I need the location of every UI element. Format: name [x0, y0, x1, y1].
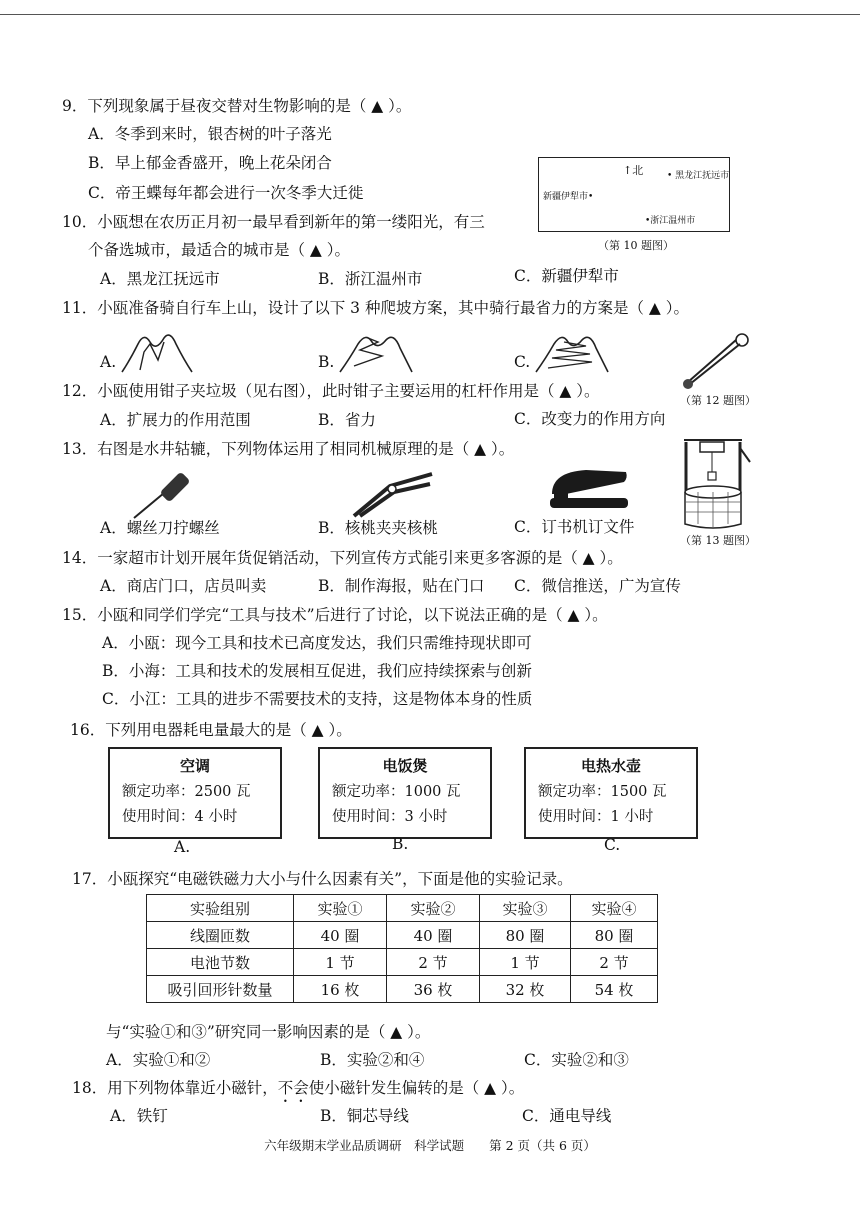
q11-stem: 11．小瓯准备骑自行车上山，设计了以下 3 种爬坡方案，其中骑行最省力的方案是（ ▲ ）。: [62, 299, 689, 317]
q10-caption: （第 10 题图）: [598, 239, 674, 252]
q11-option-c: C.: [514, 353, 531, 371]
q17-stem: 17．小瓯探究“电磁铁磁力大小与什么因素有关”，下面是他的实验记录。: [72, 870, 573, 888]
table-cell: 16 枚: [294, 976, 387, 1003]
q15-option-b: B．小海：工具和技术的发展相互促进，我们应持续探索与创新: [102, 662, 532, 680]
table-header-cell: 实验②: [387, 895, 480, 922]
q18-stem-emphasis: 不会: [277, 1079, 309, 1097]
table-cell: 1 节: [480, 949, 571, 976]
top-rule: [0, 14, 860, 15]
q15-option-a: A．小瓯：现今工具和技术已高度发达，我们只需维持现状即可: [102, 634, 532, 652]
table-cell: 36 枚: [387, 976, 480, 1003]
q18-option-a: A．铁钉: [110, 1107, 168, 1125]
q17-option-b: B．实验②和④: [320, 1051, 425, 1069]
table-cell: 80 圈: [571, 922, 658, 949]
q14-stem: 14．一家超市计划开展年货促销活动，下列宣传方式能引来更多客源的是（ ▲ ）。: [62, 549, 623, 567]
table-header-cell: 实验④: [571, 895, 658, 922]
appliance-title: 电热水壶: [580, 757, 641, 775]
mountain-path-a-icon: [120, 330, 195, 375]
page-footer: 六年级期末学业品质调研 科学试题 第 2 页（共 6 页）: [264, 1138, 596, 1153]
q18-option-b: B．铜芯导线: [320, 1107, 409, 1125]
appliance-box-rice-cooker: [318, 747, 492, 839]
table-header-cell: 实验①: [294, 895, 387, 922]
q10-option-b: B．浙江温州市: [318, 270, 423, 288]
appliance-power: 额定功率：1000 瓦: [332, 784, 461, 800]
q16-stem: 16．下列用电器耗电量最大的是（ ▲ ）。: [70, 721, 352, 739]
q10-stem-line1: 10．小瓯想在农历正月初一最早看到新年的第一缕阳光，有三: [62, 213, 485, 231]
table-cell: 40 圈: [387, 922, 480, 949]
q9-stem: 9．下列现象属于昼夜交替对生物影响的是（ ▲ ）。: [62, 97, 412, 115]
table-row: [147, 949, 658, 976]
mountain-path-b-icon: [338, 330, 413, 375]
table-cell: 54 枚: [571, 976, 658, 1003]
q10-option-c: C．新疆伊犁市: [514, 267, 619, 285]
q17-follow-up: 与“实验①和③”研究同一影响因素的是（ ▲ ）。: [106, 1023, 431, 1041]
q18-stem-post: 使小磁针发生偏转的是（ ▲ ）。: [308, 1079, 525, 1097]
table-header-cell: 实验③: [480, 895, 571, 922]
table-row: [147, 922, 658, 949]
q18-stem: [72, 1078, 524, 1106]
appliance-box-electric-kettle: [524, 747, 698, 839]
stapler-icon: [546, 464, 630, 512]
table-header-row: [147, 895, 658, 922]
q10-map-figure: [538, 157, 730, 232]
q12-option-b: B．省力: [318, 411, 376, 429]
q14-option-c: C．微信推送，广为宣传: [514, 577, 681, 595]
q12-option-c: C．改变力的作用方向: [514, 410, 666, 428]
q14-option-a: A．商店门口，店员叫卖: [100, 577, 267, 595]
mountain-path-c-icon: [534, 330, 609, 375]
experiment-table: [146, 894, 658, 1003]
table-cell: 1 节: [294, 949, 387, 976]
table-cell: 吸引回形针数量: [147, 976, 294, 1003]
q12-option-a: A．扩展力的作用范围: [100, 411, 251, 429]
q13-option-a: A．螺丝刀拧螺丝: [100, 519, 220, 537]
tongs-figure-icon: [680, 330, 750, 390]
table-cell: 40 圈: [294, 922, 387, 949]
north-arrow: ↑北: [623, 164, 644, 177]
q16-letter-a: A.: [174, 838, 191, 856]
q13-stem: 13．右图是水井轱辘，下列物体运用了相同机械原理的是（ ▲ ）。: [62, 440, 515, 458]
q12-caption: （第 12 题图）: [680, 394, 756, 407]
q9-option-a: A．冬季到来时，银杏树的叶子落光: [88, 125, 332, 143]
appliance-time: 使用时间：4 小时: [122, 809, 238, 825]
q9-option-c: C．帝王蝶每年都会进行一次冬季大迁徙: [88, 184, 364, 202]
q10-stem-line2: 个备选城市，最适合的城市是（ ▲ ）。: [88, 241, 351, 259]
table-cell: 2 节: [387, 949, 480, 976]
appliance-power: 额定功率：1500 瓦: [538, 784, 667, 800]
q16-letter-b: B.: [392, 835, 409, 853]
table-cell: 2 节: [571, 949, 658, 976]
q17-option-a: A．实验①和②: [106, 1051, 211, 1069]
q17-option-c: C．实验②和③: [524, 1051, 629, 1069]
appliance-time: 使用时间：1 小时: [538, 809, 654, 825]
q12-stem: 12．小瓯使用钳子夹垃圾（见右图），此时钳子主要运用的杠杆作用是（ ▲ ）。: [62, 382, 600, 400]
appliance-power: 额定功率：2500 瓦: [122, 784, 251, 800]
table-header-cell: 实验组别: [147, 895, 294, 922]
table-cell: 80 圈: [480, 922, 571, 949]
appliance-box-air-conditioner: [108, 747, 282, 839]
table-cell: 电池节数: [147, 949, 294, 976]
appliance-time: 使用时间：3 小时: [332, 809, 448, 825]
q18-option-c: C．通电导线: [522, 1107, 612, 1125]
q14-option-b: B．制作海报，贴在门口: [318, 577, 485, 595]
q13-caption: （第 13 题图）: [680, 534, 756, 547]
q18-stem-pre: 18．用下列物体靠近小磁针，: [72, 1079, 278, 1097]
q9-option-b: B．早上郁金香盛开，晚上花朵闭合: [88, 154, 332, 172]
table-cell: 32 枚: [480, 976, 571, 1003]
q10-option-a: A．黑龙江抚远市: [100, 270, 220, 288]
map-city-yili: 新疆伊犁市•: [543, 192, 594, 202]
q16-letter-c: C.: [604, 836, 621, 854]
screwdriver-icon: [130, 466, 210, 520]
q13-option-b: B．核桃夹夹核桃: [318, 519, 438, 537]
q11-option-b: B.: [318, 353, 335, 371]
q15-option-c: C．小江：工具的进步不需要技术的支持，这是物体本身的性质: [102, 690, 533, 708]
map-city-wenzhou: •浙江温州市: [645, 216, 696, 226]
nutcracker-icon: [350, 466, 435, 518]
table-row: [147, 976, 658, 1003]
q11-option-a: A.: [100, 353, 117, 371]
q13-option-c: C．订书机订文件: [514, 518, 635, 536]
well-windlass-figure-icon: [680, 432, 752, 528]
appliance-title: 空调: [179, 757, 210, 775]
appliance-title: 电饭煲: [382, 757, 428, 775]
map-city-fuyuan: • 黑龙江抚远市: [667, 171, 730, 181]
q15-stem: 15．小瓯和同学们学完“工具与技术”后进行了讨论，以下说法正确的是（ ▲ ）。: [62, 606, 608, 624]
table-cell: 线圈匝数: [147, 922, 294, 949]
